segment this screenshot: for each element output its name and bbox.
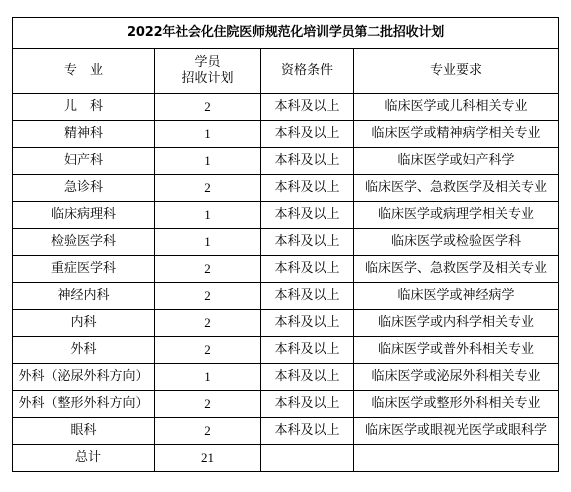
table-row [13, 175, 559, 202]
header-major: 专 业 [13, 49, 155, 94]
table-row [13, 94, 559, 121]
table-title: 2022年社会化住院医师规范化培训学员第二批招收计划 [13, 18, 559, 49]
table-row [13, 310, 559, 337]
total-row [13, 445, 559, 472]
cell-requirement: 临床医学或内科学相关专业 [354, 310, 559, 337]
table-row [13, 256, 559, 283]
header-count [155, 49, 261, 94]
cell-count: 1 [155, 148, 261, 175]
cell-count: 2 [155, 94, 261, 121]
cell-major: 外科（整形外科方向） [13, 391, 155, 418]
cell-major: 妇产科 [13, 148, 155, 175]
cell-count: 1 [155, 229, 261, 256]
cell-major: 眼科 [13, 418, 155, 445]
cell-condition: 本科及以上 [261, 256, 354, 283]
table-row [13, 121, 559, 148]
cell-count: 2 [155, 310, 261, 337]
table-row [13, 364, 559, 391]
cell-major: 儿 科 [13, 94, 155, 121]
cell-count: 2 [155, 391, 261, 418]
cell-condition: 本科及以上 [261, 418, 354, 445]
header-row [13, 49, 559, 94]
cell-condition: 本科及以上 [261, 229, 354, 256]
cell-requirement: 临床医学、急救医学及相关专业 [354, 175, 559, 202]
cell-count: 1 [155, 364, 261, 391]
total-condition [261, 445, 354, 472]
total-requirement [354, 445, 559, 472]
table-row [13, 337, 559, 364]
table-body [13, 18, 559, 472]
cell-major: 急诊科 [13, 175, 155, 202]
cell-major: 临床病理科 [13, 202, 155, 229]
cell-requirement: 临床医学或普外科相关专业 [354, 337, 559, 364]
table-row [13, 229, 559, 256]
cell-condition: 本科及以上 [261, 364, 354, 391]
cell-major: 重症医学科 [13, 256, 155, 283]
cell-requirement: 临床医学或检验医学科 [354, 229, 559, 256]
cell-requirement: 临床医学或精神病学相关专业 [354, 121, 559, 148]
cell-count: 2 [155, 283, 261, 310]
cell-count: 1 [155, 202, 261, 229]
recruitment-plan-table [12, 17, 559, 472]
cell-count: 2 [155, 256, 261, 283]
header-requirement: 专业要求 [354, 49, 559, 94]
cell-condition: 本科及以上 [261, 202, 354, 229]
cell-count: 1 [155, 121, 261, 148]
table-row [13, 283, 559, 310]
cell-condition: 本科及以上 [261, 391, 354, 418]
cell-major: 外科（泌尿外科方向） [13, 364, 155, 391]
table-row [13, 391, 559, 418]
cell-requirement: 临床医学或病理学相关专业 [354, 202, 559, 229]
cell-requirement: 临床医学或神经病学 [354, 283, 559, 310]
cell-requirement: 临床医学或妇产科学 [354, 148, 559, 175]
cell-condition: 本科及以上 [261, 148, 354, 175]
cell-condition: 本科及以上 [261, 121, 354, 148]
cell-condition: 本科及以上 [261, 94, 354, 121]
total-label: 总计 [13, 445, 155, 472]
header-count-line2: 招收计划 [181, 71, 234, 86]
cell-condition: 本科及以上 [261, 310, 354, 337]
cell-requirement: 临床医学或泌尿外科相关专业 [354, 364, 559, 391]
cell-major: 精神科 [13, 121, 155, 148]
title-row [13, 18, 559, 49]
cell-count: 2 [155, 418, 261, 445]
total-count: 21 [155, 445, 261, 472]
header-condition: 资格条件 [261, 49, 354, 94]
cell-major: 检验医学科 [13, 229, 155, 256]
cell-condition: 本科及以上 [261, 337, 354, 364]
cell-requirement: 临床医学、急救医学及相关专业 [354, 256, 559, 283]
cell-count: 2 [155, 175, 261, 202]
cell-major: 内科 [13, 310, 155, 337]
cell-requirement: 临床医学或儿科相关专业 [354, 94, 559, 121]
table-row [13, 148, 559, 175]
cell-major: 神经内科 [13, 283, 155, 310]
cell-count: 2 [155, 337, 261, 364]
cell-condition: 本科及以上 [261, 283, 354, 310]
table-row [13, 202, 559, 229]
table-row [13, 418, 559, 445]
cell-requirement: 临床医学或眼视光医学或眼科学 [354, 418, 559, 445]
cell-condition: 本科及以上 [261, 175, 354, 202]
header-count-line1: 学员 [194, 55, 221, 70]
cell-major: 外科 [13, 337, 155, 364]
cell-requirement: 临床医学或整形外科相关专业 [354, 391, 559, 418]
